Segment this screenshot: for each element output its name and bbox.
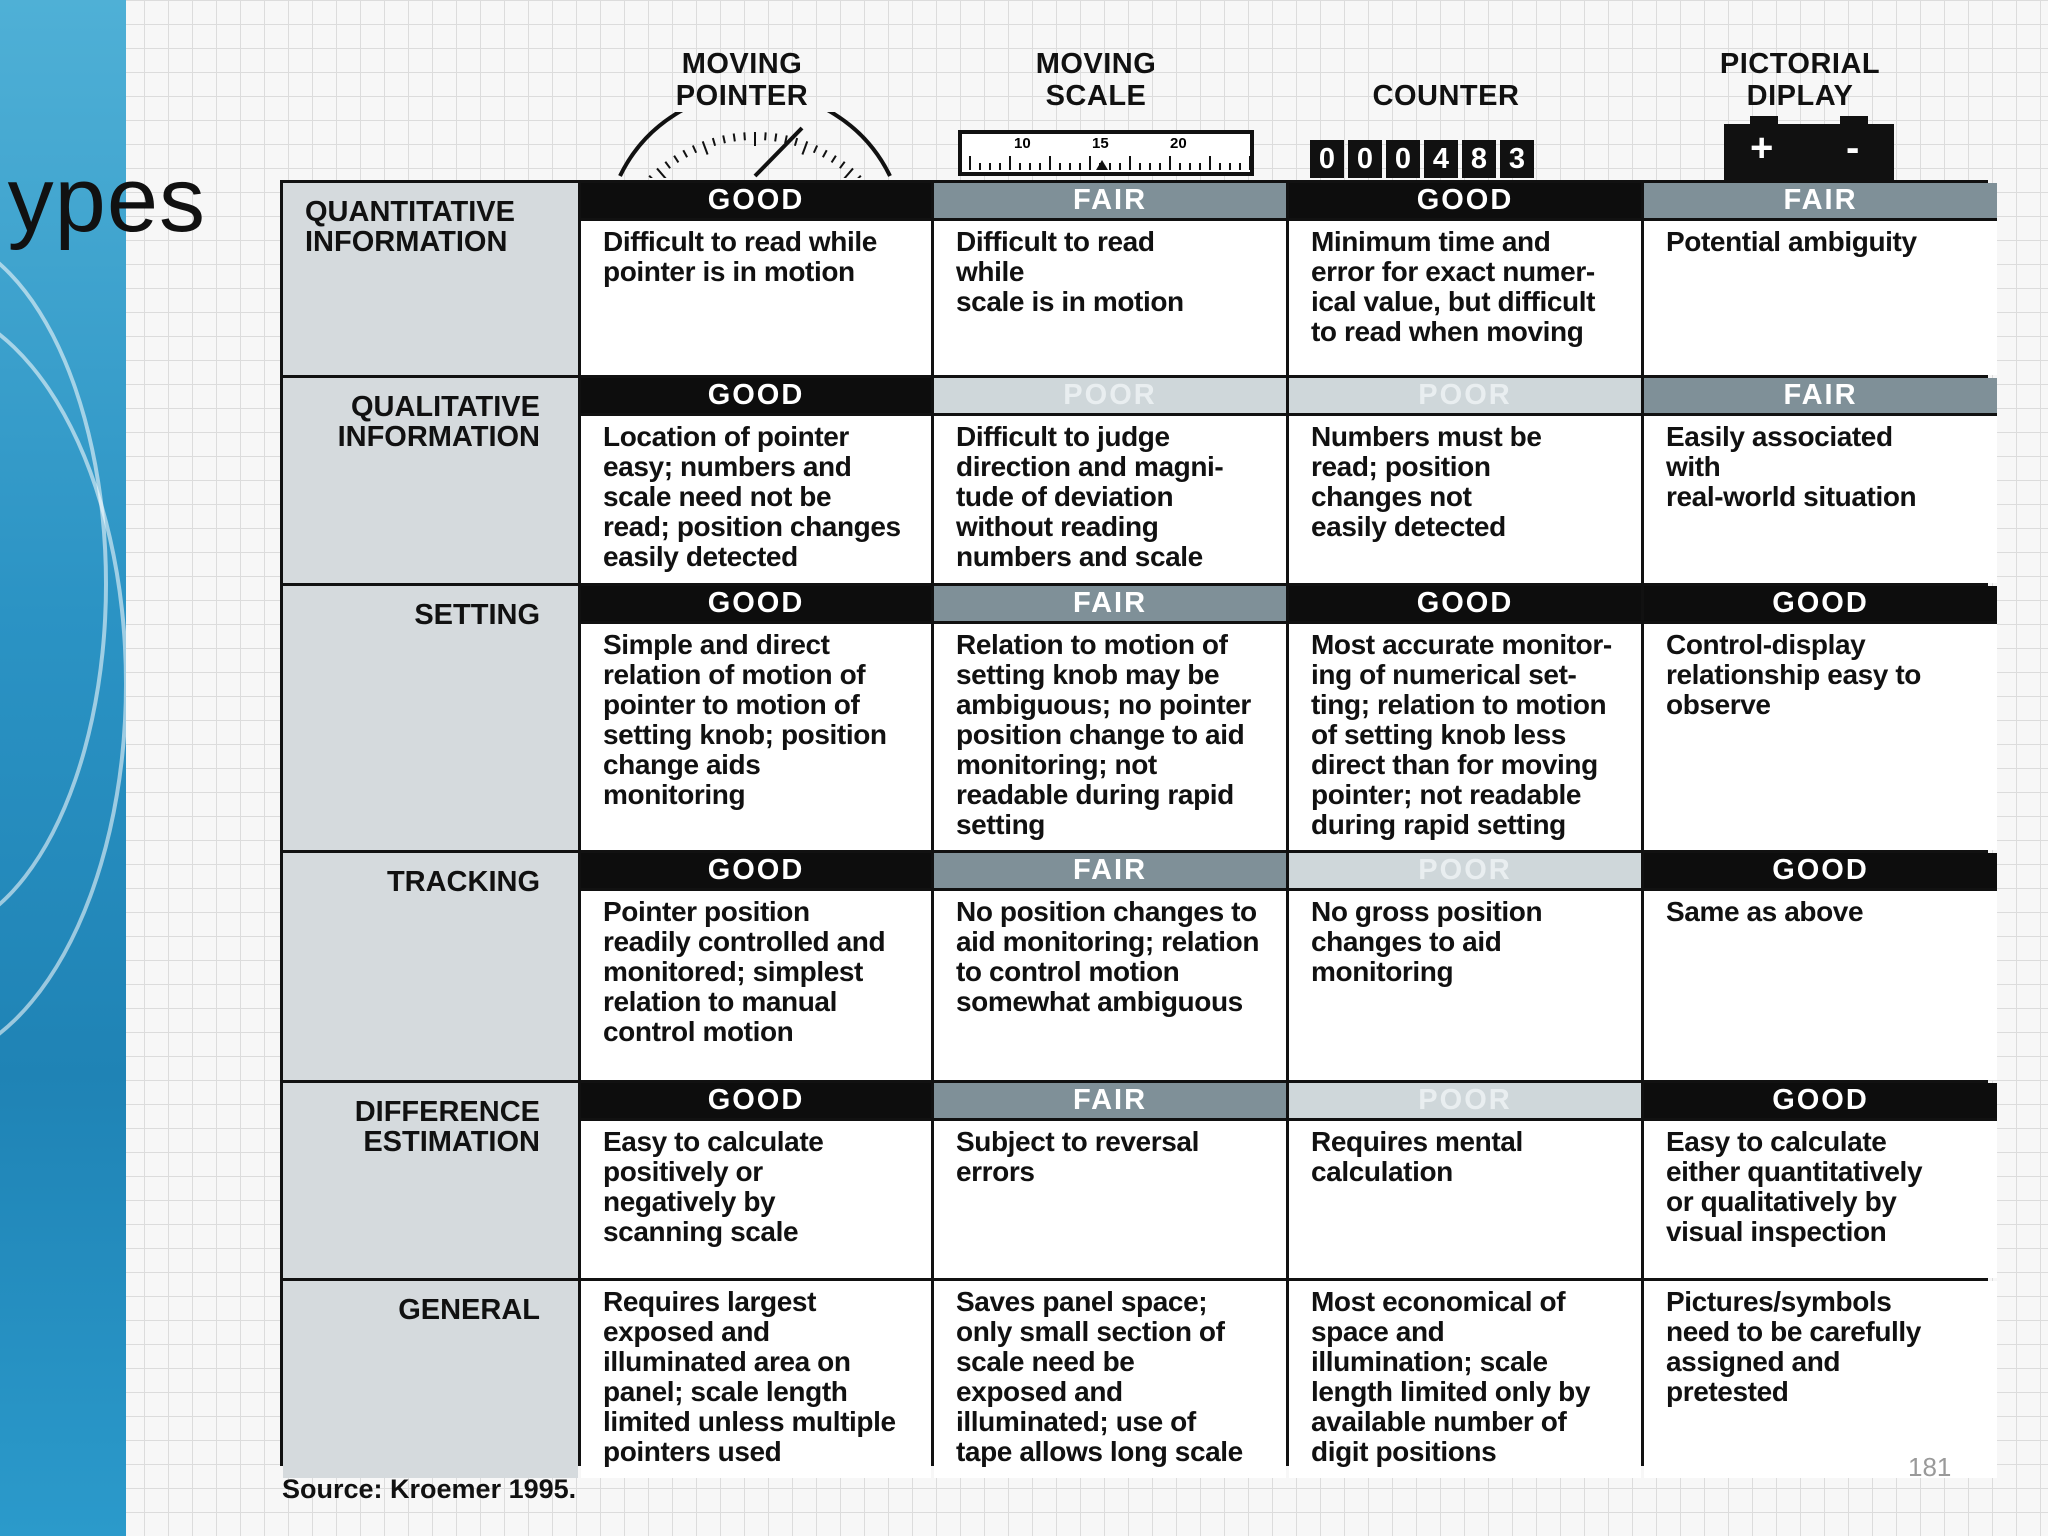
cell-description: Difficult to read while pointer is in motion — [603, 226, 877, 287]
cell-description: Potential ambiguity — [1666, 226, 1917, 257]
display-comparison-table — [280, 180, 1988, 1466]
cell-description: Pictures/symbols need to be carefully assigned and pretested — [1666, 1286, 1921, 1407]
battery-icon — [1724, 116, 1894, 182]
source-citation: Source: Kroemer 1995. — [282, 1474, 577, 1504]
rating-badge: GOOD — [581, 586, 931, 624]
table-cell — [934, 1083, 1286, 1278]
row-label: QUALITATIVE INFORMATION — [283, 378, 578, 583]
decorative-arc — [0, 300, 126, 1068]
scale-tick-label: 20 — [1170, 135, 1187, 152]
rating-badge: GOOD — [581, 853, 931, 891]
cell-description: Most accurate monitor- ing of numerical set- ting; relation to motion of setting knob less direct than for moving pointer; not readable during rapid setting — [1311, 629, 1612, 840]
rating-badge: GOOD — [581, 378, 931, 416]
table-cell — [1289, 378, 1641, 583]
col-head-moving-pointer: MOVING POINTER — [675, 48, 809, 112]
cell-description: Control-display relationship easy to observe — [1666, 629, 1921, 720]
row-label: GENERAL — [283, 1281, 578, 1478]
row-label: TRACKING — [283, 853, 578, 1080]
table-cell — [934, 586, 1286, 850]
cell-description: Difficult to judge direction and magni- tude of deviation without reading numbers and scale — [956, 421, 1224, 572]
table-cell — [1644, 1083, 1997, 1278]
table-cell — [581, 853, 931, 1080]
cell-description: Same as above — [1666, 896, 1864, 927]
counter-icon — [1310, 140, 1534, 178]
table-cell — [934, 1281, 1286, 1478]
counter-digit: 4 — [1424, 140, 1458, 178]
cell-description: Numbers must be read; position changes not easily detected — [1311, 421, 1542, 542]
counter-digit: 0 — [1310, 140, 1344, 178]
table-cell — [1289, 183, 1641, 375]
table-cell — [581, 378, 931, 583]
counter-digit: 3 — [1500, 140, 1534, 178]
cell-description: Difficult to read while scale is in motion — [956, 226, 1184, 317]
rating-badge: FAIR — [934, 183, 1286, 221]
counter-digit: 0 — [1348, 140, 1382, 178]
cell-description: No gross position changes to aid monitoring — [1311, 896, 1543, 987]
dial-gauge-icon — [614, 112, 896, 178]
cell-description: Location of pointer easy; numbers and scale need not be read; position changes easily detected — [603, 421, 901, 572]
table-cell — [934, 183, 1286, 375]
rating-badge: POOR — [934, 378, 1286, 416]
cell-description: Easy to calculate positively or negatively by scanning scale — [603, 1126, 824, 1247]
rating-badge: FAIR — [934, 586, 1286, 624]
cell-description: Requires mental calculation — [1311, 1126, 1523, 1187]
slide-number: 181 — [1908, 1452, 1952, 1482]
scale-tick-label: 15 — [1092, 135, 1109, 152]
table-cell — [581, 183, 931, 375]
cell-description: Relation to motion of setting knob may be ambiguous; no pointer position change to aid monitoring; not readable during rapid setting — [956, 629, 1251, 840]
slide-title-fragment: ypes — [7, 149, 206, 251]
table-cell — [1289, 853, 1641, 1080]
cell-description: Easily associated with real-world situation — [1666, 421, 1917, 512]
table-cell — [934, 378, 1286, 583]
col-head-moving-scale: MOVING SCALE — [1035, 48, 1157, 112]
rating-badge: GOOD — [1289, 586, 1641, 624]
rating-badge: GOOD — [1289, 183, 1641, 221]
table-cell — [581, 586, 931, 850]
rating-badge: FAIR — [934, 1083, 1286, 1121]
rating-badge: GOOD — [581, 1083, 931, 1121]
rating-badge: GOOD — [581, 183, 931, 221]
row-label: QUANTITATIVE INFORMATION — [283, 183, 578, 375]
moving-scale-icon — [958, 130, 1254, 176]
cell-description: Easy to calculate either quantitatively or qualitatively by visual inspection — [1666, 1126, 1923, 1247]
cell-description: Subject to reversal errors — [956, 1126, 1199, 1187]
plus-sign: + — [1750, 126, 1774, 170]
counter-digit: 8 — [1462, 140, 1496, 178]
cell-description: Most economical of space and illumination; scale length limited only by available number of digit positions — [1311, 1286, 1590, 1467]
scale-tick-label: 10 — [1014, 135, 1031, 152]
rating-badge: GOOD — [1644, 1083, 1997, 1121]
counter-digit: 0 — [1386, 140, 1420, 178]
rating-badge: FAIR — [1644, 183, 1997, 221]
cell-description: Saves panel space; only small section of scale need be exposed and illuminated; use of tape allows long scale — [956, 1286, 1243, 1467]
cell-description: Requires largest exposed and illuminated area on panel; scale length limited unless multiple pointers used — [603, 1286, 896, 1467]
minus-sign: - — [1846, 126, 1860, 170]
table-cell — [1644, 586, 1997, 850]
table-cell — [1289, 1281, 1641, 1478]
table-cell — [1289, 1083, 1641, 1278]
table-cell — [581, 1281, 931, 1478]
rating-badge: POOR — [1289, 1083, 1641, 1121]
cell-description: Pointer position readily controlled and monitored; simplest relation to manual control motion — [603, 896, 886, 1047]
rating-badge: POOR — [1289, 853, 1641, 891]
rating-badge: FAIR — [1644, 378, 1997, 416]
row-label: SETTING — [283, 586, 578, 850]
rating-badge: POOR — [1289, 378, 1641, 416]
table-cell — [581, 1083, 931, 1278]
rating-badge: GOOD — [1644, 853, 1997, 891]
col-head-counter: COUNTER — [1372, 80, 1520, 112]
cell-description: Minimum time and error for exact numer- ical value, but difficult to read when moving — [1311, 226, 1596, 347]
rating-badge: FAIR — [934, 853, 1286, 891]
table-cell — [1289, 586, 1641, 850]
table-cell — [1644, 183, 1997, 375]
rating-badge: GOOD — [1644, 586, 1997, 624]
col-head-pictorial-display: PICTORIAL DIPLAY — [1719, 48, 1881, 112]
table-cell — [934, 853, 1286, 1080]
cell-description: Simple and direct relation of motion of pointer to motion of setting knob; position change aids monitoring — [603, 629, 887, 810]
table-cell — [1644, 1281, 1997, 1478]
table-cell — [1644, 378, 1997, 583]
row-label: DIFFERENCE ESTIMATION — [283, 1083, 578, 1278]
table-cell — [1644, 853, 1997, 1080]
cell-description: No position changes to aid monitoring; relation to control motion somewhat ambiguous — [956, 896, 1260, 1017]
